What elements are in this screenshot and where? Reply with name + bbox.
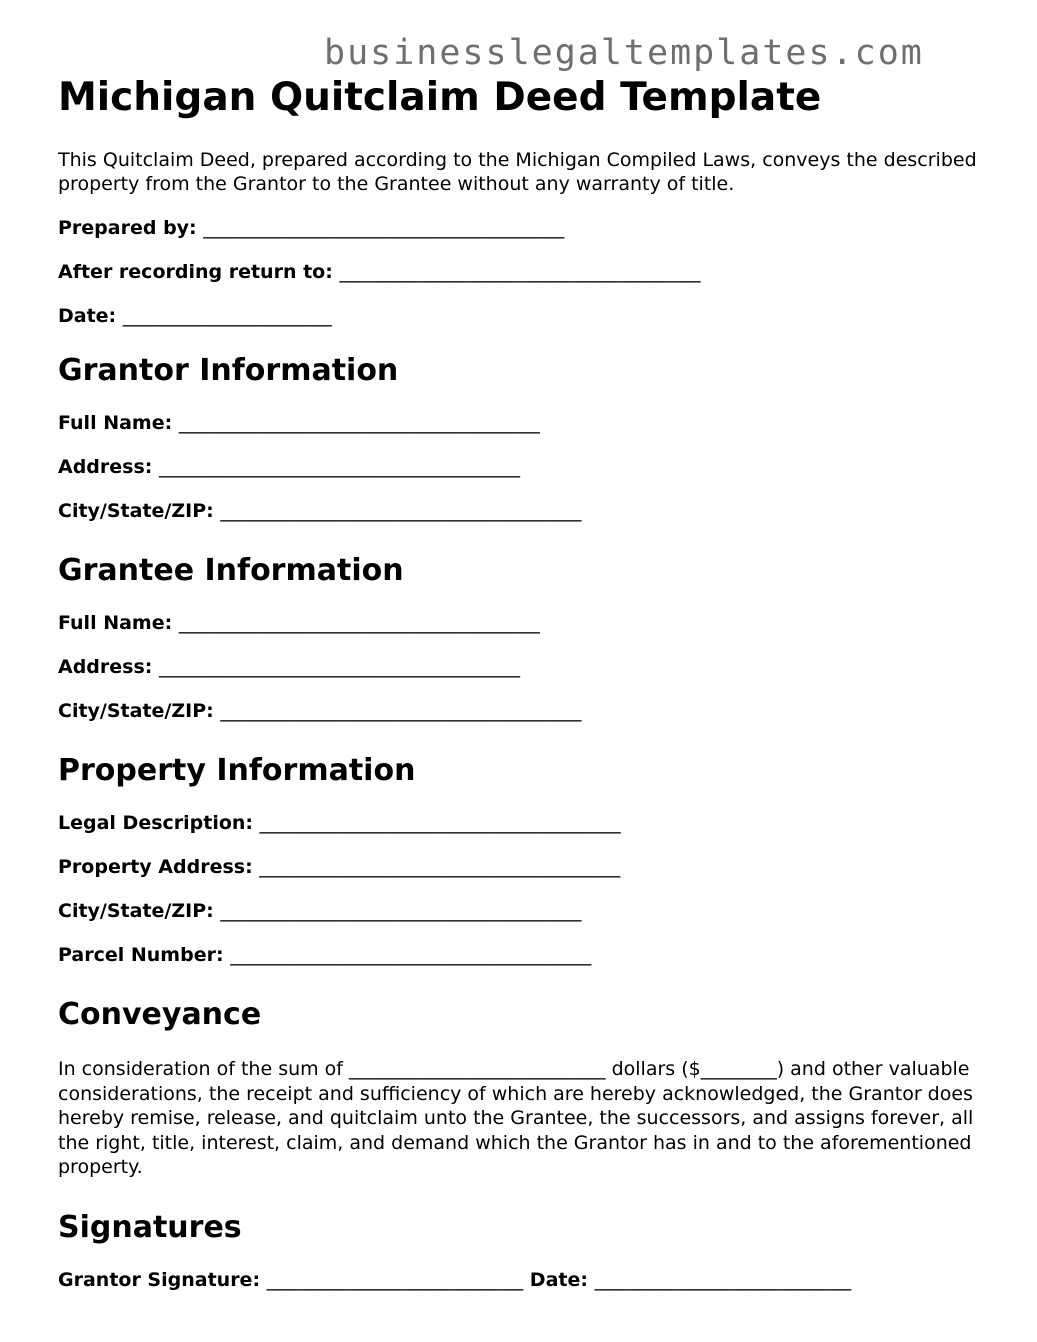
grantor-section xyxy=(58,351,988,523)
field-label: Address: xyxy=(58,656,153,678)
return-to-field xyxy=(58,260,988,284)
field-label: City/State/ZIP: xyxy=(58,900,214,922)
legal-description-field xyxy=(58,811,988,835)
grantor-full-name-blank[interactable]: ______________________________________ xyxy=(178,412,540,434)
conveyance-paragraph: In consideration of the sum of ___________________________ dollars ($________) and other valuable considerations, the receipt and sufficiency of which are hereby acknowledged, the Grantor does hereby remise, release, and quitclaim unto the Grantee, the successors, and assigns forever, all the right, title, interest, claim, and demand which the Grantor has in and to the aforementioned property. xyxy=(58,1058,974,1178)
field-label: City/State/ZIP: xyxy=(58,700,214,722)
field-label: Date: xyxy=(58,305,117,327)
grantor-heading: Grantor Information xyxy=(58,353,399,388)
field-label: Legal Description: xyxy=(58,812,254,834)
property-section xyxy=(58,751,988,967)
grantor-signature-line xyxy=(58,1268,988,1292)
grantee-address-blank[interactable]: ______________________________________ xyxy=(159,656,521,678)
conveyance-section xyxy=(58,995,988,1180)
field-label: After recording return to: xyxy=(58,261,333,283)
grantor-city-state-zip-blank[interactable]: ______________________________________ xyxy=(220,500,582,522)
watermark: businesslegaltemplates.com xyxy=(324,33,924,73)
intro-paragraph: This Quitclaim Deed, prepared according to the Michigan Compiled Laws, conveys the described property from the Grantor to the Grantee without any warranty of title. xyxy=(58,149,977,195)
grantor-city-state-zip-field xyxy=(58,499,988,523)
document xyxy=(58,72,988,1292)
field-label: Grantor Signature: xyxy=(58,1268,261,1291)
grantee-city-state-zip-field xyxy=(58,699,988,723)
grantor-address-field xyxy=(58,455,988,479)
page-title: Michigan Quitclaim Deed Template xyxy=(58,75,822,120)
field-label: Date: xyxy=(529,1268,588,1291)
field-label: Full Name: xyxy=(58,412,173,434)
property-heading: Property Information xyxy=(58,753,416,788)
grantor-address-blank[interactable]: ______________________________________ xyxy=(159,456,521,478)
grantee-city-state-zip-blank[interactable]: ______________________________________ xyxy=(220,700,582,722)
field-label: Address: xyxy=(58,456,153,478)
grantee-section xyxy=(58,551,988,723)
date-field xyxy=(58,304,988,328)
property-city-state-zip-field xyxy=(58,899,988,923)
signatures-section xyxy=(58,1208,988,1292)
property-address-blank[interactable]: ______________________________________ xyxy=(259,856,621,878)
grantee-address-field xyxy=(58,655,988,679)
prepared-by-field xyxy=(58,216,988,240)
parcel-number-blank[interactable]: ______________________________________ xyxy=(230,944,592,966)
field-label: Parcel Number: xyxy=(58,944,224,966)
field-label: Prepared by: xyxy=(58,217,197,239)
field-label: Property Address: xyxy=(58,856,253,878)
grantee-heading: Grantee Information xyxy=(58,553,404,588)
conveyance-heading: Conveyance xyxy=(58,997,262,1032)
prepared-by-blank[interactable]: ______________________________________ xyxy=(203,217,565,239)
grantor-signature-blank[interactable]: ___________________________ xyxy=(266,1268,524,1291)
grantee-full-name-field xyxy=(58,611,988,635)
field-label: Full Name: xyxy=(58,612,173,634)
legal-description-blank[interactable]: ______________________________________ xyxy=(259,812,621,834)
signature-date-blank[interactable]: ___________________________ xyxy=(594,1268,852,1291)
parcel-number-field xyxy=(58,943,988,967)
grantor-full-name-field xyxy=(58,411,988,435)
signatures-heading: Signatures xyxy=(58,1209,242,1245)
property-city-state-zip-blank[interactable]: ______________________________________ xyxy=(220,900,582,922)
return-to-blank[interactable]: ______________________________________ xyxy=(339,261,701,283)
grantee-full-name-blank[interactable]: ______________________________________ xyxy=(178,612,540,634)
date-blank[interactable]: ______________________ xyxy=(122,305,332,327)
property-address-field xyxy=(58,855,988,879)
field-label: City/State/ZIP: xyxy=(58,500,214,522)
